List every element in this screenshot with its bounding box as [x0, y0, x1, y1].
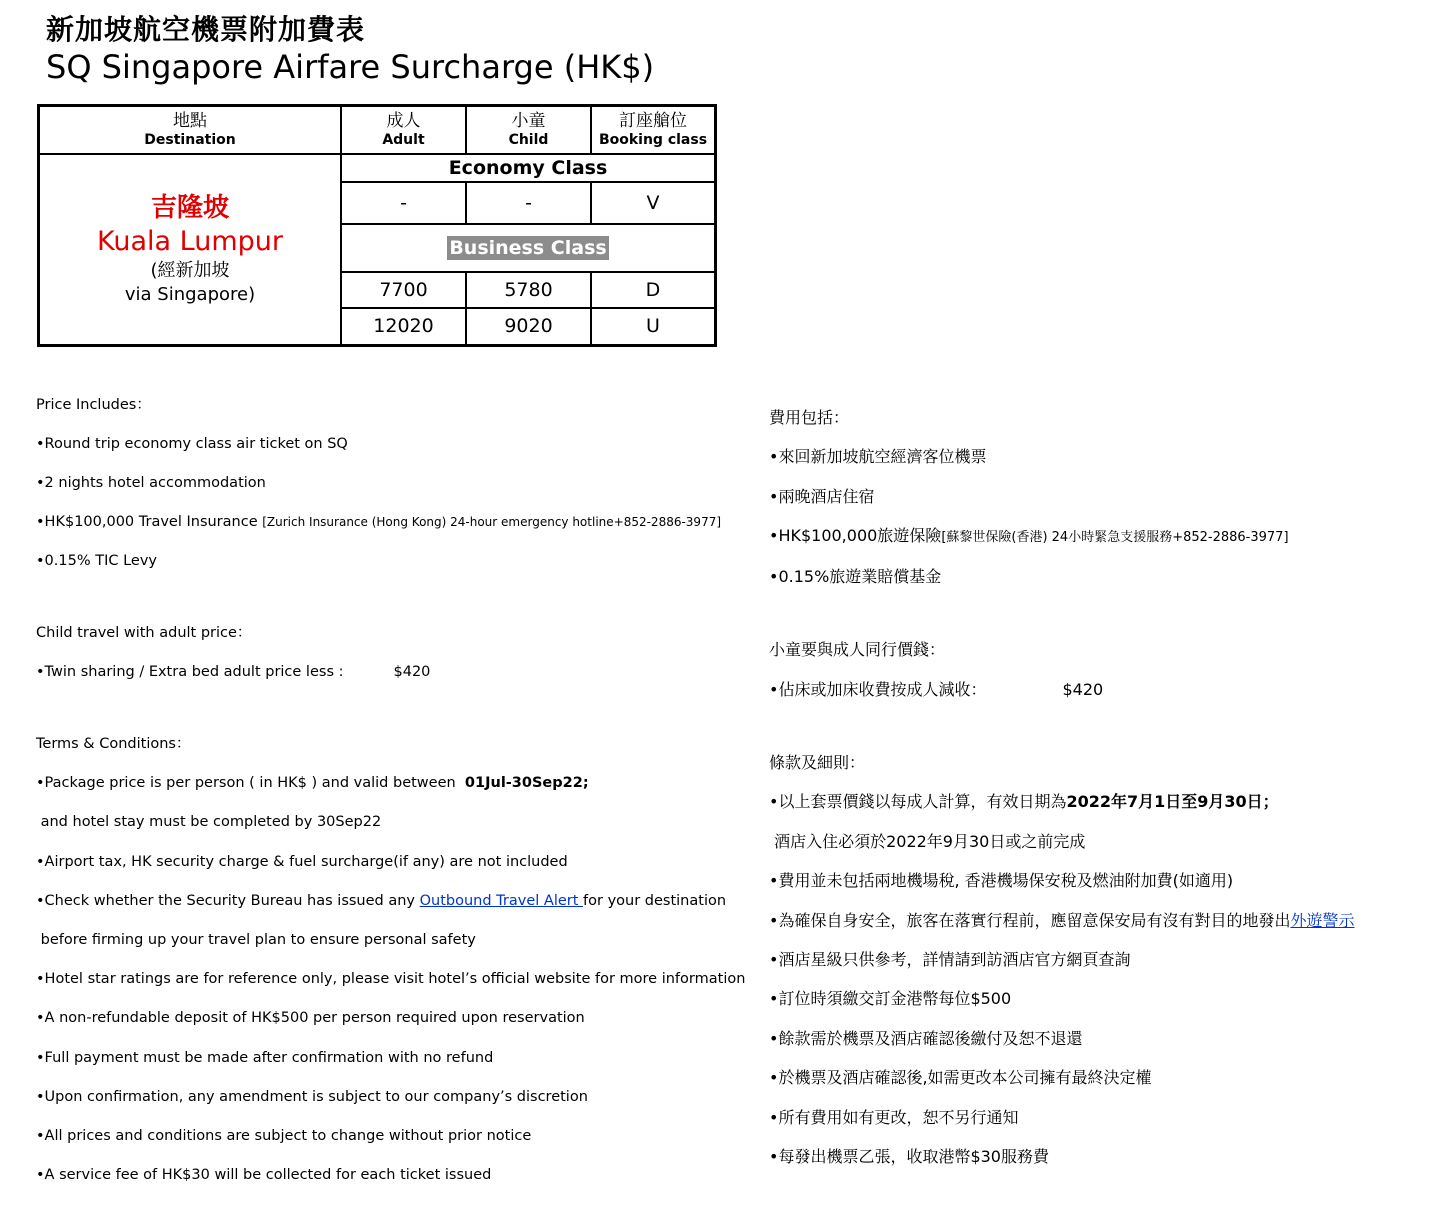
list-item: 酒店入住必須於2022年9月30日或之前完成	[769, 831, 1086, 851]
child-price-amount: $420	[393, 664, 431, 681]
destination-zh: 吉隆坡	[150, 193, 229, 224]
list-item: •2 nights hotel accommodation	[36, 474, 266, 491]
insurance-text-zh: •HK$100,000旅遊保險	[769, 525, 942, 545]
list-item	[36, 513, 745, 533]
validity-dates: 01Jul-30Sep22;	[464, 775, 589, 792]
travel-alert-text: •Check whether the Security Bureau has issued any	[36, 892, 420, 909]
list-item: •Upon confirmation, any amendment is subject to our company’s discretion	[36, 1088, 588, 1105]
list-item	[36, 663, 745, 683]
list-item: •訂位時須繳交訂金港幣每位$500	[769, 989, 1012, 1009]
insurance-detail: [Zurich Insurance (Hong Kong) 24-hour emergency hotline+852-2886-3977]	[262, 515, 722, 530]
list-item	[769, 680, 1354, 700]
list-item: •費用並未包括兩地機場稅, 香港機場保安稅及燃油附加費(如適用)	[769, 871, 1234, 891]
travel-alert-text-zh: •為確保自身安全，旅客在落實行程前，應留意保安局有沒有對目的地發出	[769, 910, 1291, 930]
list-item: before firming up your travel plan to ensure personal safety	[36, 932, 476, 949]
child-price-amount-zh: $420	[1062, 679, 1104, 699]
list-item: •所有費用如有更改，恕不另行通知	[769, 1107, 1019, 1127]
destination-note-en: via Singapore)	[124, 284, 256, 306]
child-price-heading: Child travel with adult price：	[36, 625, 252, 642]
business-class-header	[341, 224, 716, 272]
business-booking-class: D	[591, 272, 716, 308]
list-item: •兩晚酒店住宿	[769, 486, 875, 506]
header-child	[466, 106, 591, 154]
header-adult-en: Adult	[382, 131, 425, 148]
list-item	[769, 526, 1354, 548]
validity-text-zh: •以上套票價錢以每成人計算，有效日期為	[769, 792, 1067, 812]
validity-dates-zh: 2022年7月1日至9月30日；	[1066, 792, 1279, 812]
business-adult-price: 7700	[341, 272, 466, 308]
economy-booking-class: V	[591, 182, 716, 224]
header-child-zh: 小童	[511, 110, 546, 131]
destination-cell	[39, 154, 342, 346]
price-includes-heading: Price Includes：	[36, 396, 151, 413]
business-booking-class: U	[591, 308, 716, 346]
list-item: •每發出機票乙張，收取港幣$30服務費	[769, 1147, 1049, 1167]
chinese-terms	[769, 388, 1354, 1186]
header-destination-zh: 地點	[173, 110, 207, 131]
list-item: •A non-refundable deposit of HK$500 per person required upon reservation	[36, 1010, 585, 1027]
list-item: •0.15%旅遊業賠償基金	[769, 567, 942, 587]
list-item: •Airport tax, HK security charge & fuel surcharge(if any) are not included	[36, 853, 568, 870]
list-item	[36, 774, 745, 794]
list-item: •Round trip economy class air ticket on SQ	[36, 435, 348, 452]
business-child-price: 5780	[466, 272, 591, 308]
header-destination	[39, 106, 342, 154]
surcharge-table	[37, 104, 717, 347]
header-adult	[341, 106, 466, 154]
economy-class-header: Economy Class	[341, 154, 716, 182]
list-item: •於機票及酒店確認後,如需更改本公司擁有最終決定權	[769, 1068, 1152, 1088]
insurance-detail-zh: [蘇黎世保險(香港) 24小時緊急支援服務+852-2886-3977]	[941, 529, 1289, 545]
destination-note-zh: (經新加坡	[150, 260, 230, 282]
child-price-text-zh: •佔床或加床收費按成人減收：	[769, 679, 987, 699]
terms-heading: Terms & Conditions：	[36, 736, 191, 753]
page-title-en: SQ Singapore Airfare Surcharge (HK$)	[46, 48, 655, 86]
header-child-en: Child	[508, 131, 549, 148]
economy-child-price: -	[466, 182, 591, 224]
header-booking-zh: 訂座艙位	[619, 110, 687, 131]
list-item: •來回新加坡航空經濟客位機票	[769, 447, 987, 467]
english-terms	[36, 376, 745, 1205]
header-booking-en: Booking class	[598, 131, 708, 148]
terms-heading-zh: 條款及細則：	[769, 752, 866, 772]
business-class-label: Business Class	[449, 236, 607, 259]
list-item	[769, 911, 1354, 931]
header-booking-class	[591, 106, 716, 154]
page-title-zh: 新加坡航空機票附加費表	[46, 13, 366, 46]
list-item: •Full payment must be made after confirmation with no refund	[36, 1049, 494, 1066]
travel-alert-text-end: for your destination	[583, 892, 727, 909]
destination-en: Kuala Lumpur	[97, 226, 283, 258]
list-item	[36, 892, 745, 912]
header-destination-en: Destination	[144, 131, 236, 148]
list-item: •All prices and conditions are subject to change without prior notice	[36, 1127, 532, 1144]
list-item: •餘款需於機票及酒店確認後繳付及恕不退還	[769, 1028, 1083, 1048]
price-includes-heading-zh: 費用包括：	[769, 407, 850, 427]
header-adult-zh: 成人	[386, 110, 421, 131]
child-price-heading-zh: 小童要與成人同行價錢：	[769, 640, 946, 660]
list-item: •A service fee of HK$30 will be collected for each ticket issued	[36, 1167, 492, 1184]
list-item: •酒店星級只供參考，詳情請到訪酒店官方網頁查詢	[769, 949, 1131, 969]
business-child-price: 9020	[466, 308, 591, 346]
child-price-text: •Twin sharing / Extra bed adult price less :	[36, 664, 344, 681]
travel-alert-link-zh[interactable]: 外遊警示	[1290, 910, 1355, 930]
validity-text: •Package price is per person ( in HK$ ) and valid between	[36, 775, 465, 792]
business-adult-price: 12020	[341, 308, 466, 346]
list-item: •0.15% TIC Levy	[36, 553, 157, 570]
outbound-travel-alert-link[interactable]: Outbound Travel Alert	[419, 892, 584, 909]
economy-adult-price: -	[341, 182, 466, 224]
list-item: and hotel stay must be completed by 30Sep22	[36, 814, 382, 831]
insurance-text: •HK$100,000 Travel Insurance	[36, 514, 263, 531]
list-item	[769, 792, 1354, 812]
list-item: •Hotel star ratings are for reference only, please visit hotel’s official website for more information	[36, 971, 746, 988]
